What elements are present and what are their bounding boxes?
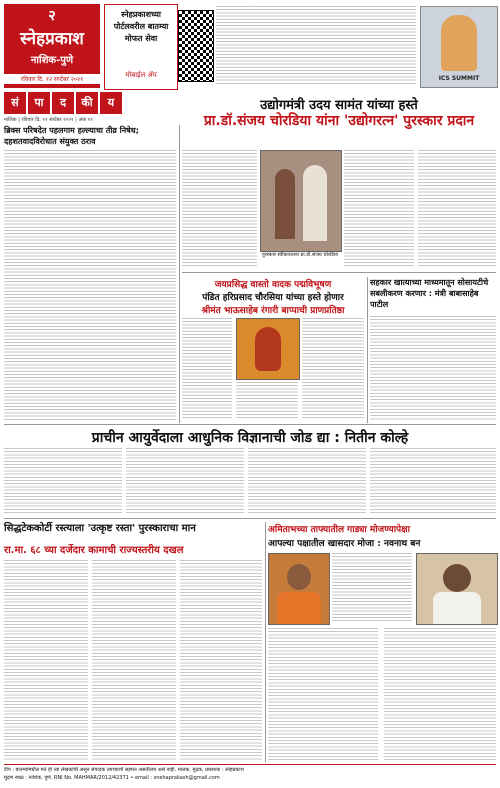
ganesh-body-1 [182,318,232,420]
ganesh-headline-2: श्रीमंत भाऊसाहेब रंगारी बाप्पाची प्राणप्रतिष्ठा [201,306,345,316]
masthead-date: रविवार दि. १२ सप्टेंबर २०२१ [4,74,100,84]
left-article-body [4,150,176,420]
main-headline: प्रा.डॉ.संजय चोरडिया यांना 'उद्योगरत्न' पुरस्कार प्रदान [203,113,475,129]
left-headline: ब्रिक्स परिषदेत पहलगाम हल्ल्याचा तीव्र निषेध; दहशतवादविरोधात संयुक्त ठराव [4,126,139,146]
main-photo-caption: पुरस्कार स्वीकारताना प्रा.डॉ.संजय चोरडिया [261,252,339,258]
amitabh-headline-2: आपल्या पक्षातील खासदार मोजा : नवनाथ बन [268,539,421,549]
road-body-2 [92,560,176,760]
promo-box [104,4,178,90]
amitabh-body-3 [384,628,496,760]
road-body-3 [180,560,262,760]
masthead [4,4,496,90]
qr-code-image [178,10,214,82]
ayurveda-headline: प्राचीन आयुर्वेदाला आधुनिक विज्ञानाची जोड द्या : नितीन कोल्हे [91,430,409,446]
ayurveda-body-1 [4,448,122,514]
promo-label: मोबाईल ॲप [125,71,157,79]
ganesh-kicker: जयप्रसिद्ध वास्तो वादक पद्मविभूषण [214,280,332,290]
section-letter-1: सं [4,92,26,114]
footer-line-1: टीप : बातम्यांमधील मते ही त्या लेखकांची असून संपादक त्याच्याशी सहमत असतीलच असे नाही. मालक, मुद्रक, प्रकाशक : स्नेहप्रकाश [4,767,244,773]
main-photo [260,150,342,252]
newspaper-title: स्नेहप्रकाश [20,29,84,49]
ayurveda-body-4 [370,448,496,514]
ganesh-idol-photo [236,318,300,380]
road-subhead: रा.मा. ६८ च्या दर्जेदार कामाची राज्यस्तरीय दखल [4,545,184,556]
amitabh-body-1 [332,553,412,623]
ganesh-body-3 [236,382,298,420]
section-letter-5: य [100,92,122,114]
coop-headline: सहकार खात्याच्या माध्यमातून सोसायटीचे सबलीकरण करणार : मंत्री बाबासाहेब पाटील [370,278,489,309]
ayurveda-body-2 [126,448,244,514]
ayurveda-body-3 [248,448,366,514]
summit-badge: ICS SUMMIT [438,75,480,82]
road-body-1 [4,560,88,760]
coop-body [370,316,496,420]
main-article-body-1 [182,150,257,268]
masthead-title-block [4,4,100,88]
section-letter-4: की [76,92,98,114]
main-article-body-3 [418,150,496,268]
amitabh-body-2 [268,628,378,760]
amitabh-headline-1: अमिताभच्या ताफ्यातील गाड्या मोजण्यापेक्षा [268,525,410,535]
summit-photo [420,6,498,88]
edition-label: नाशिक-पुणे [30,55,74,66]
issue-number: २ [48,8,56,24]
main-article-body-2 [344,150,414,268]
section-info-line: नाशिक | रविवार दि. १२ सप्टेंबर २०२१ | अंक ११ [4,117,93,123]
top-news-text [216,6,416,86]
promo-text: स्नेहप्रकाशच्या पोर्टलवरील बातम्या मोफत सेवा [113,10,169,43]
section-letter-3: द [52,92,74,114]
ganesh-body-2 [302,318,364,420]
road-headline: सिद्धटेककोर्टी रस्त्याला 'उत्कृष्ट रस्ता' पुरस्काराचा मान [4,523,196,534]
section-letter-2: पा [28,92,50,114]
footer-line-2: मुद्रण स्थळ : नाशिक, पुणे. RNI No. MAHMAR/2012/42371 • email : snehaprakash@gmail.com [4,775,220,781]
politician-photo [268,553,330,625]
speaker-photo [416,553,498,625]
main-headline-kicker: उद्योगमंत्री उदय सामंत यांच्या हस्ते [260,98,418,113]
ganesh-headline-1: पंडित हरिप्रसाद चौरसिया यांच्या हस्ते होणार [202,293,344,303]
